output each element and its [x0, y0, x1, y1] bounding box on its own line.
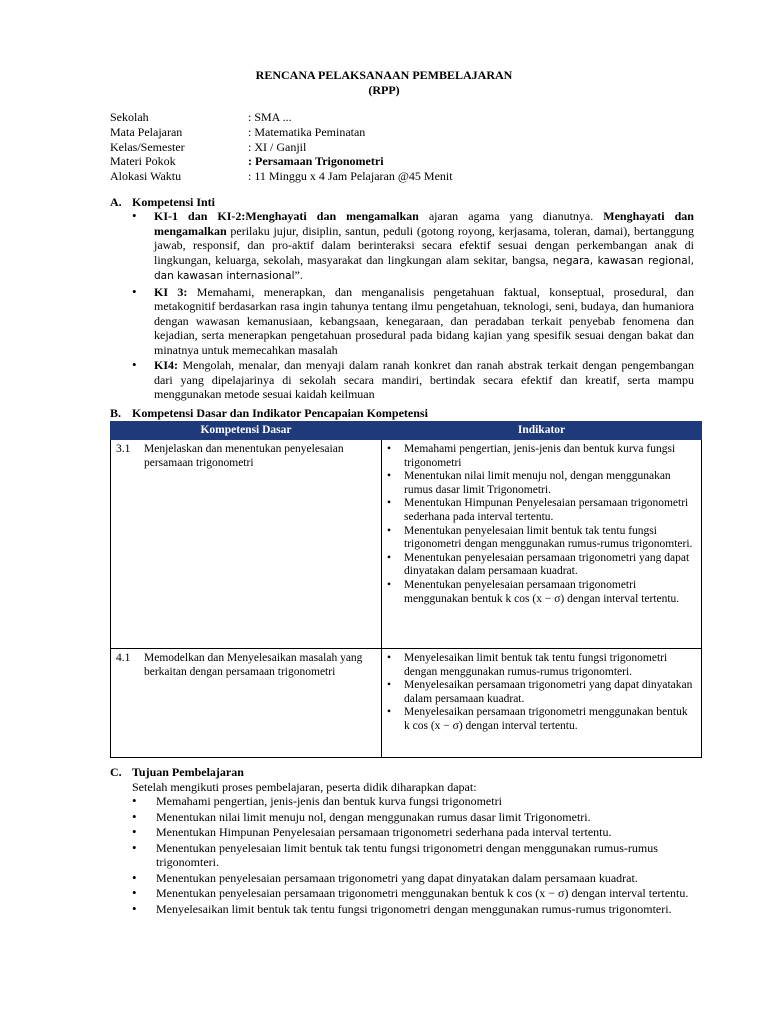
ki-3-item — [132, 285, 694, 358]
ki1-end: ”. — [294, 268, 303, 282]
kd-indicator-table — [110, 421, 702, 758]
title-line-2: (RPP) — [368, 83, 400, 97]
table-row — [111, 649, 702, 758]
meta-value: : XI / Ganjil — [248, 139, 307, 154]
meta-label: Materi Pokok — [110, 154, 176, 169]
section-title: Kompetensi Dasar dan Indikator Pencapaian Kompetensi — [132, 406, 428, 420]
document-title — [0, 68, 768, 98]
meta-row — [110, 169, 453, 184]
section-c-heading — [110, 765, 710, 780]
ki-4-item — [132, 358, 694, 402]
indicator-item: • Menyelesaikan persamaan trigonometri yang dapat dinyatakan dalam persamaan kuadrat. — [387, 679, 696, 706]
kd-text: Memodelkan dan Menyelesaikan masalah yang berkaitan dengan persamaan trigonometri — [144, 652, 363, 678]
meta-row — [110, 110, 453, 125]
section-letter: B. — [110, 406, 122, 420]
identity-table — [110, 110, 453, 184]
indicator-item: • Menentukan penyelesaian persamaan trigonometri menggunakan bentuk k cos (x − σ) dengan interval tertentu. — [387, 579, 696, 606]
meta-label: Kelas/Semester — [110, 139, 185, 154]
kd-number: 4.1 — [116, 652, 131, 664]
section-a-heading — [110, 195, 215, 210]
ki3-text: Memahami, menerapkan, dan menganalisis pengetahuan faktual, konseptual, prosedural, dan metakognitif berdasarkan rasa ingin tahunya tentang ilmu pengetahuan, teknologi, seni, budaya, dan humaniora dengan wawasan kemanusiaan, kebangsaan, kenegaraan, dan peradaban terkait penyebab fenomena dan kejadian, serta menerapkan pengetahuan prosedural pada bidang kajian yang spesifik sesuai dengan bakat dan minatnya untuk memecahkan masalah — [154, 284, 695, 357]
list-item: • Menentukan penyelesaian persamaan trigonometri menggunakan bentuk k cos (x − σ) dengan interval tertentu. — [132, 886, 716, 901]
col-header-indikator: Indikator — [382, 422, 702, 440]
section-letter: C. — [110, 765, 122, 779]
tujuan-list — [110, 794, 710, 916]
list-item: • Menentukan Himpunan Penyelesaian persamaan trigonometri sederhana pada interval tertentu. — [132, 825, 716, 840]
indicator-item: • Menentukan penyelesaian limit bentuk tak tentu fungsi trigonometri dengan menggunakan rumus-rumus trigonomteri. — [387, 525, 696, 552]
kompetensi-inti-list — [132, 209, 694, 403]
meta-value: : 11 Minggu x 4 Jam Pelajaran @45 Menit — [248, 169, 453, 184]
section-c — [110, 765, 710, 917]
meta-label: Mata Pelajaran — [110, 124, 183, 139]
ki-1-2-item — [132, 209, 694, 284]
kd-cell — [111, 440, 382, 649]
indicator-item: • Menentukan Himpunan Penyelesaian persamaan trigonometri sederhana pada interval tertentu. — [387, 497, 696, 524]
kd-text: Menjelaskan dan menentukan penyelesaian persamaan trigonometri — [144, 443, 344, 469]
indicator-item: • Menyelesaikan limit bentuk tak tentu fungsi trigonometri dengan menggunakan rumus-rumus trigonomteri. — [387, 652, 696, 679]
list-item: • Menentukan penyelesaian limit bentuk tak tentu fungsi trigonometri dengan menggunakan rumus-rumus trigonomteri. — [132, 841, 716, 870]
kd-number: 3.1 — [116, 443, 131, 455]
section-b-heading — [110, 406, 428, 421]
section-title: Kompetensi Inti — [132, 195, 216, 209]
ki1-text-2: perilaku jujur, disiplin, santun, peduli (gotong royong, kerjasama, toleran, damai), bertanggung jawab, responsif, dan pro-aktif dalam berinteraksi secara efektif sesuai dengan perkembangan anak di lingkungan, keluarga, sekolah, masyarakat dan lingkungan alam sekitar, bangsa, — [154, 223, 694, 267]
section-title: Tujuan Pembelajaran — [132, 765, 244, 779]
meta-value: : Matematika Peminatan — [248, 124, 366, 139]
meta-label: Sekolah — [110, 110, 149, 124]
meta-value: : Persamaan Trigonometri — [248, 154, 384, 169]
indicator-item: • Memahami pengertian, jenis-jenis dan bentuk kurva fungsi trigonometri — [387, 443, 696, 470]
section-letter: A. — [110, 195, 122, 209]
list-item: • Menyelesaikan limit bentuk tak tentu fungsi trigonometri dengan menggunakan rumus-rumus trigonomteri. — [132, 902, 716, 917]
ki3-label: KI 3: — [154, 284, 188, 299]
list-item: • Menentukan nilai limit menuju nol, dengan menggunakan rumus dasar limit Trigonometri. — [132, 810, 716, 825]
ki4-label: KI4: — [154, 358, 178, 372]
list-item: • Menentukan penyelesaian persamaan trigonometri yang dapat dinyatakan dalam persamaan kuadrat. — [132, 871, 716, 886]
ki1-text: ajaran agama yang dianutnya. — [418, 209, 604, 223]
meta-row — [110, 154, 453, 169]
col-header-kd: Kompetensi Dasar — [111, 422, 382, 440]
ki1-label-2: Menghayati dan mengamalkan — [154, 209, 694, 238]
indicator-cell — [382, 649, 702, 758]
meta-label: Alokasi Waktu — [110, 169, 182, 184]
meta-row — [110, 140, 453, 155]
indicator-item: • Menentukan penyelesaian persamaan trigonometri yang dapat dinyatakan dalam persamaan kuadrat. — [387, 552, 696, 579]
title-line-1: RENCANA PELAKSANAAN PEMBELAJARAN — [255, 68, 513, 82]
meta-row — [110, 125, 453, 140]
indicator-item: • Menyelesaikan persamaan trigonometri menggunakan bentuk k cos (x − σ) dengan interval tertentu. — [387, 706, 696, 733]
ki1-label: KI-1 dan KI-2:Menghayati dan mengamalkan — [154, 209, 419, 223]
meta-value: : SMA ... — [248, 110, 292, 124]
ki1-text-3: negara, kawasan regional, dan kawasan internasional — [154, 254, 694, 282]
list-item: • Memahami pengertian, jenis-jenis dan bentuk kurva fungsi trigonometri — [132, 794, 716, 809]
section-c-intro: Setelah mengikuti proses pembelajaran, peserta didik diharapkan dapat: — [132, 779, 477, 794]
table-row — [111, 440, 702, 649]
indicator-cell — [382, 440, 702, 649]
kd-cell — [111, 649, 382, 758]
indicator-item: • Menentukan nilai limit menuju nol, dengan menggunakan rumus dasar limit Trigonometri. — [387, 470, 696, 497]
ki4-text: Mengolah, menalar, dan menyaji dalam ranah konkret dan ranah abstrak terkait dengan pengembangan dari yang dipelajarinya di sekolah secara mandiri, bertindak secara efektif dan kreatif, serta mampu menggunakan metode sesuai kaidah keilmuan — [154, 358, 694, 401]
